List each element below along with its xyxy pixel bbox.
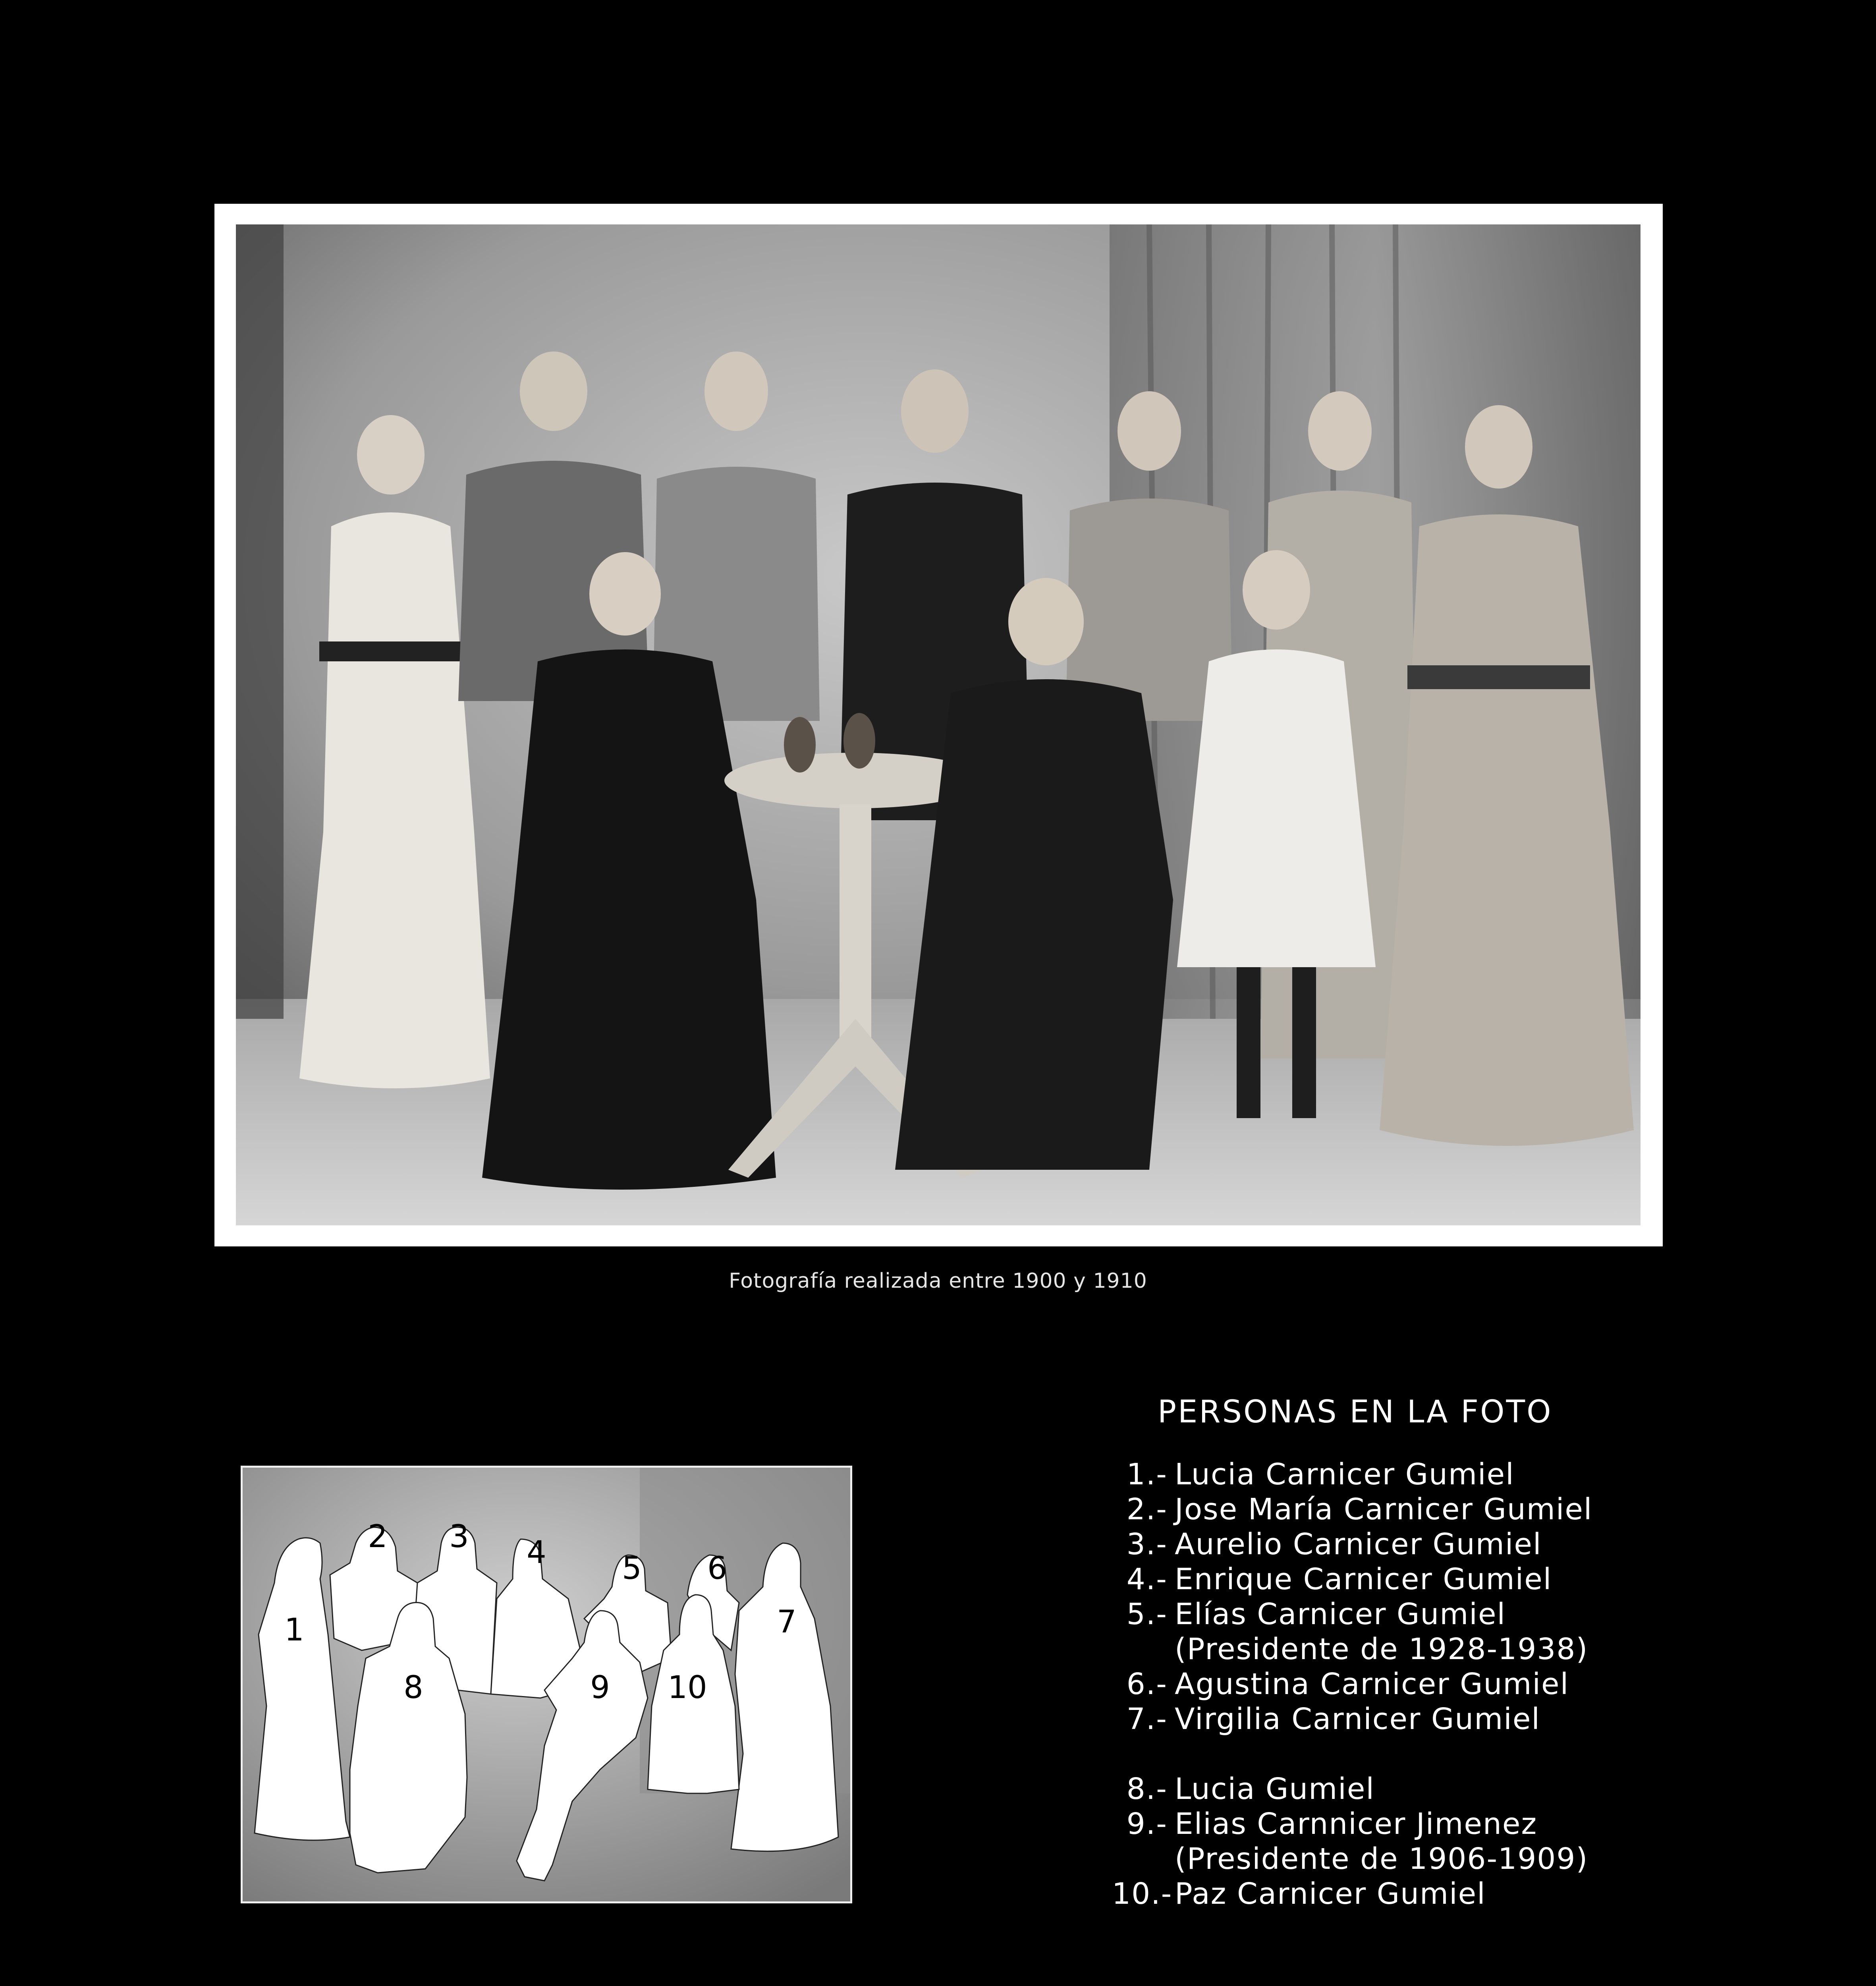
people-list-section [1112,1394,1787,1911]
family-photograph [236,224,1641,1225]
person-entry: 1.- Lucia Carnicer Gumiel [1126,1457,1515,1491]
person-entry: 8.- Lucia Gumiel [1126,1772,1375,1806]
person-name: Elias Carnnicer Jimenez [1175,1807,1538,1841]
people-list [1112,1457,1787,1911]
person-name: Jose María Carnicer Gumiel [1175,1492,1593,1526]
person-note: (Presidente de 1928-1938) [1175,1632,1588,1666]
list-spacer [1112,1737,1787,1772]
key-label-10: 10 [668,1670,707,1706]
key-map-image [243,1468,850,1901]
key-label-4: 4 [527,1535,546,1571]
person-entry: 6.- Agustina Carnicer Gumiel [1126,1667,1569,1701]
people-key-map [241,1466,852,1903]
person-entry: 2.- Jose María Carnicer Gumiel [1126,1492,1593,1526]
key-label-3: 3 [449,1519,469,1555]
person-name: Aurelio Carnicer Gumiel [1175,1527,1542,1561]
person-name: Lucia Gumiel [1175,1772,1375,1806]
person-name: Agustina Carnicer Gumiel [1175,1667,1569,1701]
person-name: Virgilia Carnicer Gumiel [1175,1702,1540,1736]
main-photo-frame [214,204,1663,1246]
key-label-6: 6 [707,1551,727,1586]
people-heading: PERSONAS EN LA FOTO [1158,1394,1553,1430]
key-label-7: 7 [777,1604,797,1640]
person-entry: 7.- Virgilia Carnicer Gumiel [1126,1702,1540,1736]
person-entry: 4.- Enrique Carnicer Gumiel [1126,1562,1552,1596]
person-name: Elías Carnicer Gumiel [1175,1597,1506,1631]
key-label-5: 5 [622,1551,642,1586]
person-entry: 9.- Elias Carnnicer Jimenez [1126,1807,1538,1841]
person-entry: 10.-Paz Carnicer Gumiel [1112,1877,1486,1911]
key-label-9: 9 [590,1670,610,1706]
person-name: Lucia Carnicer Gumiel [1175,1457,1515,1491]
photo-caption: Fotografía realizada entre 1900 y 1910 [729,1269,1147,1293]
person-entry: 5.- Elías Carnicer Gumiel [1126,1597,1506,1631]
person-name: Enrique Carnicer Gumiel [1175,1562,1552,1596]
person-entry: 3.- Aurelio Carnicer Gumiel [1126,1527,1542,1561]
key-label-2: 2 [368,1519,388,1555]
family-photograph-image [236,224,1641,1225]
key-label-1: 1 [284,1612,304,1648]
person-name: Paz Carnicer Gumiel [1175,1877,1486,1911]
person-note: (Presidente de 1906-1909) [1175,1842,1588,1876]
key-label-8: 8 [403,1670,423,1706]
